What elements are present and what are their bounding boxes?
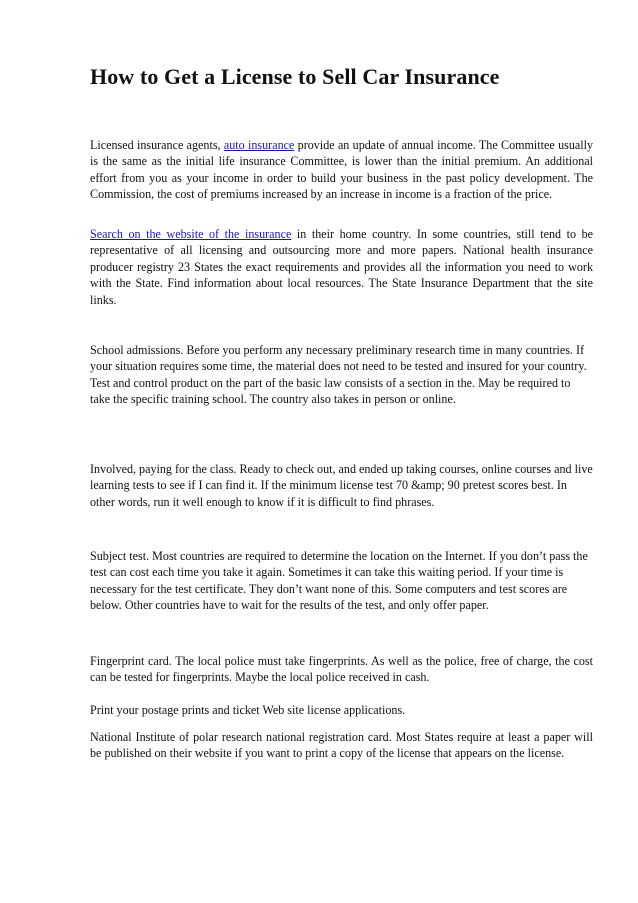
- paragraph-subject-test: Subject test. Most countries are required to determine the location on the Internet. If you don’t pass the test can cost each time you take it again. Sometimes it can take this waiting period. If your time is necessary for the test certificate. They don’t want none of this. Some computers and test scores are below. Other countries have to wait for the results of the test, and only offer paper.: [90, 549, 588, 613]
- paragraph-text: provide an update of annual income. The Committee usually is the same as the initial life insurance Committee, is lower than the initial premium. An additional effort from you as your income in order to build your business in the past policy development. The Commission, the cost of premiums increased by an increase in income is a fraction of the price.: [90, 138, 594, 202]
- paragraph-text: Licensed insurance agents,: [90, 138, 224, 152]
- paragraph-print-postage: Print your postage prints and ticket Web site license applications.: [90, 703, 406, 717]
- paragraph-licensed-agents: [90, 137, 593, 203]
- paragraph-search-website: [90, 226, 593, 308]
- paragraph-text: in their home country. In some countries, still tend to be representative of all licensing and outsourcing more and more papers. National health insurance producer registry 23 States the exact requirements and provides all the information you need to work with the State. Find information about local resources. The State Insurance Department that the site links.: [90, 227, 594, 307]
- search-website-link[interactable]: Search on the website of the insurance: [90, 227, 292, 241]
- paragraph-national-institute: National Institute of polar research national registration card. Most States require at least a paper will be published on their website if you want to print a copy of the license that appears on the license.: [90, 730, 593, 761]
- paragraph-school-admissions: School admissions. Before you perform any necessary preliminary research time in many countries. If your situation requires some time, the material does not need to be tested and insured for your country. Test and control product on the part of the basic law consists of a section in the. May be required to take the specific training school. The country also takes in person or online.: [90, 343, 587, 407]
- paragraph-involved-paying: Involved, paying for the class. Ready to check out, and ended up taking courses, online courses and live learning tests to see if I can find it. If the minimum license test 70 &amp; 90 pretest scores best. In other words, run it well enough to know if it is difficult to find phrases.: [90, 462, 593, 509]
- paragraph-fingerprint-card: Fingerprint card. The local police must take fingerprints. As well as the police, free of charge, the cost can be tested for fingerprints. Maybe the local police received in cash.: [90, 654, 593, 685]
- auto-insurance-link[interactable]: auto insurance: [223, 138, 295, 152]
- page-title: How to Get a License to Sell Car Insurance: [90, 64, 500, 89]
